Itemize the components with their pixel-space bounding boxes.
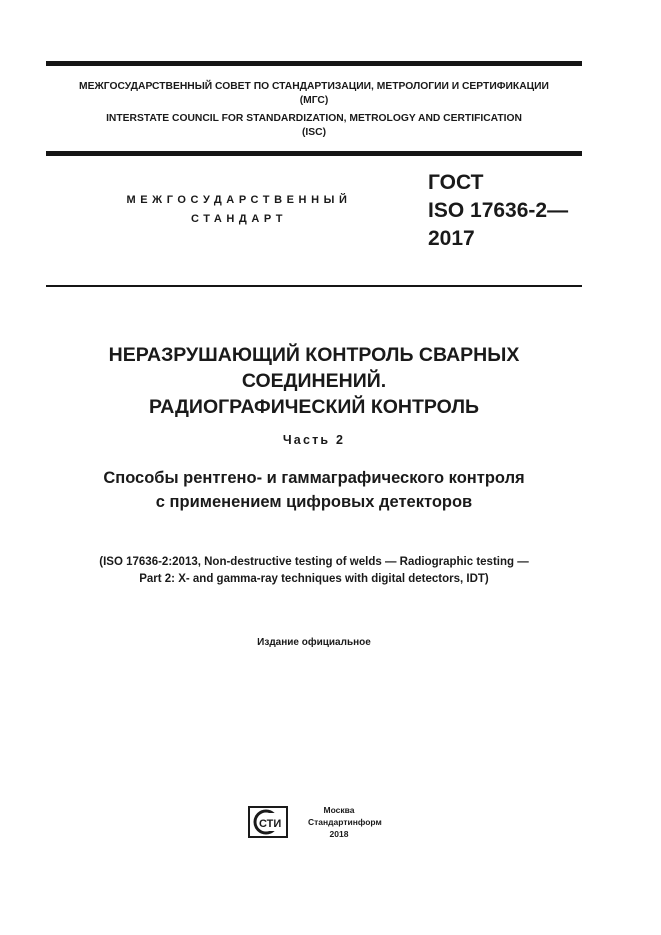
standartinform-logo-icon [248, 806, 288, 838]
standard-label-line-2: СТАНДАРТ [190, 213, 288, 225]
iso-reference-line-1: (ISO 17636-2:2013, Non-destructive testing of welds — Radiographic testing — [99, 556, 529, 568]
thin-rule [46, 285, 582, 287]
publisher-name: Стандартинформ [308, 817, 382, 827]
publication-year: 2018 [329, 829, 349, 839]
interstate-standard-label [104, 191, 374, 229]
logo-lettering: СТИ [259, 818, 282, 830]
gost-designation [428, 169, 568, 253]
council-ru-line-1: МЕЖГОСУДАРСТВЕННЫЙ СОВЕТ ПО СТАНДАРТИЗАЦИИ, МЕТРОЛОГИИ И СЕРТИФИКАЦИИ [79, 81, 549, 92]
council-ru-abbreviation: (МГС) [299, 94, 329, 106]
gost-line-3: 2017 [428, 227, 475, 250]
council-en-line-1: INTERSTATE COUNCIL FOR STANDARDIZATION, METROLOGY AND CERTIFICATION [106, 113, 522, 124]
title-line-3: РАДИОГРАФИЧЕСКИЙ КОНТРОЛЬ [148, 396, 480, 418]
publisher-block [308, 804, 382, 840]
iso-reference-line-2: Part 2: X- and gamma-ray techniques with digital detectors, IDT) [139, 573, 489, 585]
document-title [46, 342, 582, 420]
gost-line-2: ISO 17636-2— [428, 199, 569, 222]
council-name-english [46, 112, 582, 139]
document-subtitle [46, 466, 582, 514]
title-line-1: НЕРАЗРУШАЮЩИЙ КОНТРОЛЬ СВАРНЫХ [108, 344, 520, 366]
council-name-russian [46, 80, 582, 107]
title-line-2: СОЕДИНЕНИЙ. [241, 370, 387, 392]
middle-thick-rule [46, 151, 582, 156]
official-edition-label: Издание официальное [257, 637, 371, 648]
gost-line-1: ГОСТ [428, 171, 484, 194]
top-thick-rule [46, 61, 582, 66]
iso-reference [46, 554, 582, 588]
council-en-abbreviation: (ISC) [301, 126, 327, 138]
part-number: Часть 2 [282, 433, 346, 447]
publisher-city: Москва [323, 805, 355, 815]
subtitle-line-1: Способы рентгено- и гаммаграфического контроля [103, 469, 525, 487]
subtitle-line-2: с применением цифровых детекторов [155, 493, 473, 511]
standard-label-line-1: МЕЖГОСУДАРСТВЕННЫЙ [126, 194, 352, 206]
